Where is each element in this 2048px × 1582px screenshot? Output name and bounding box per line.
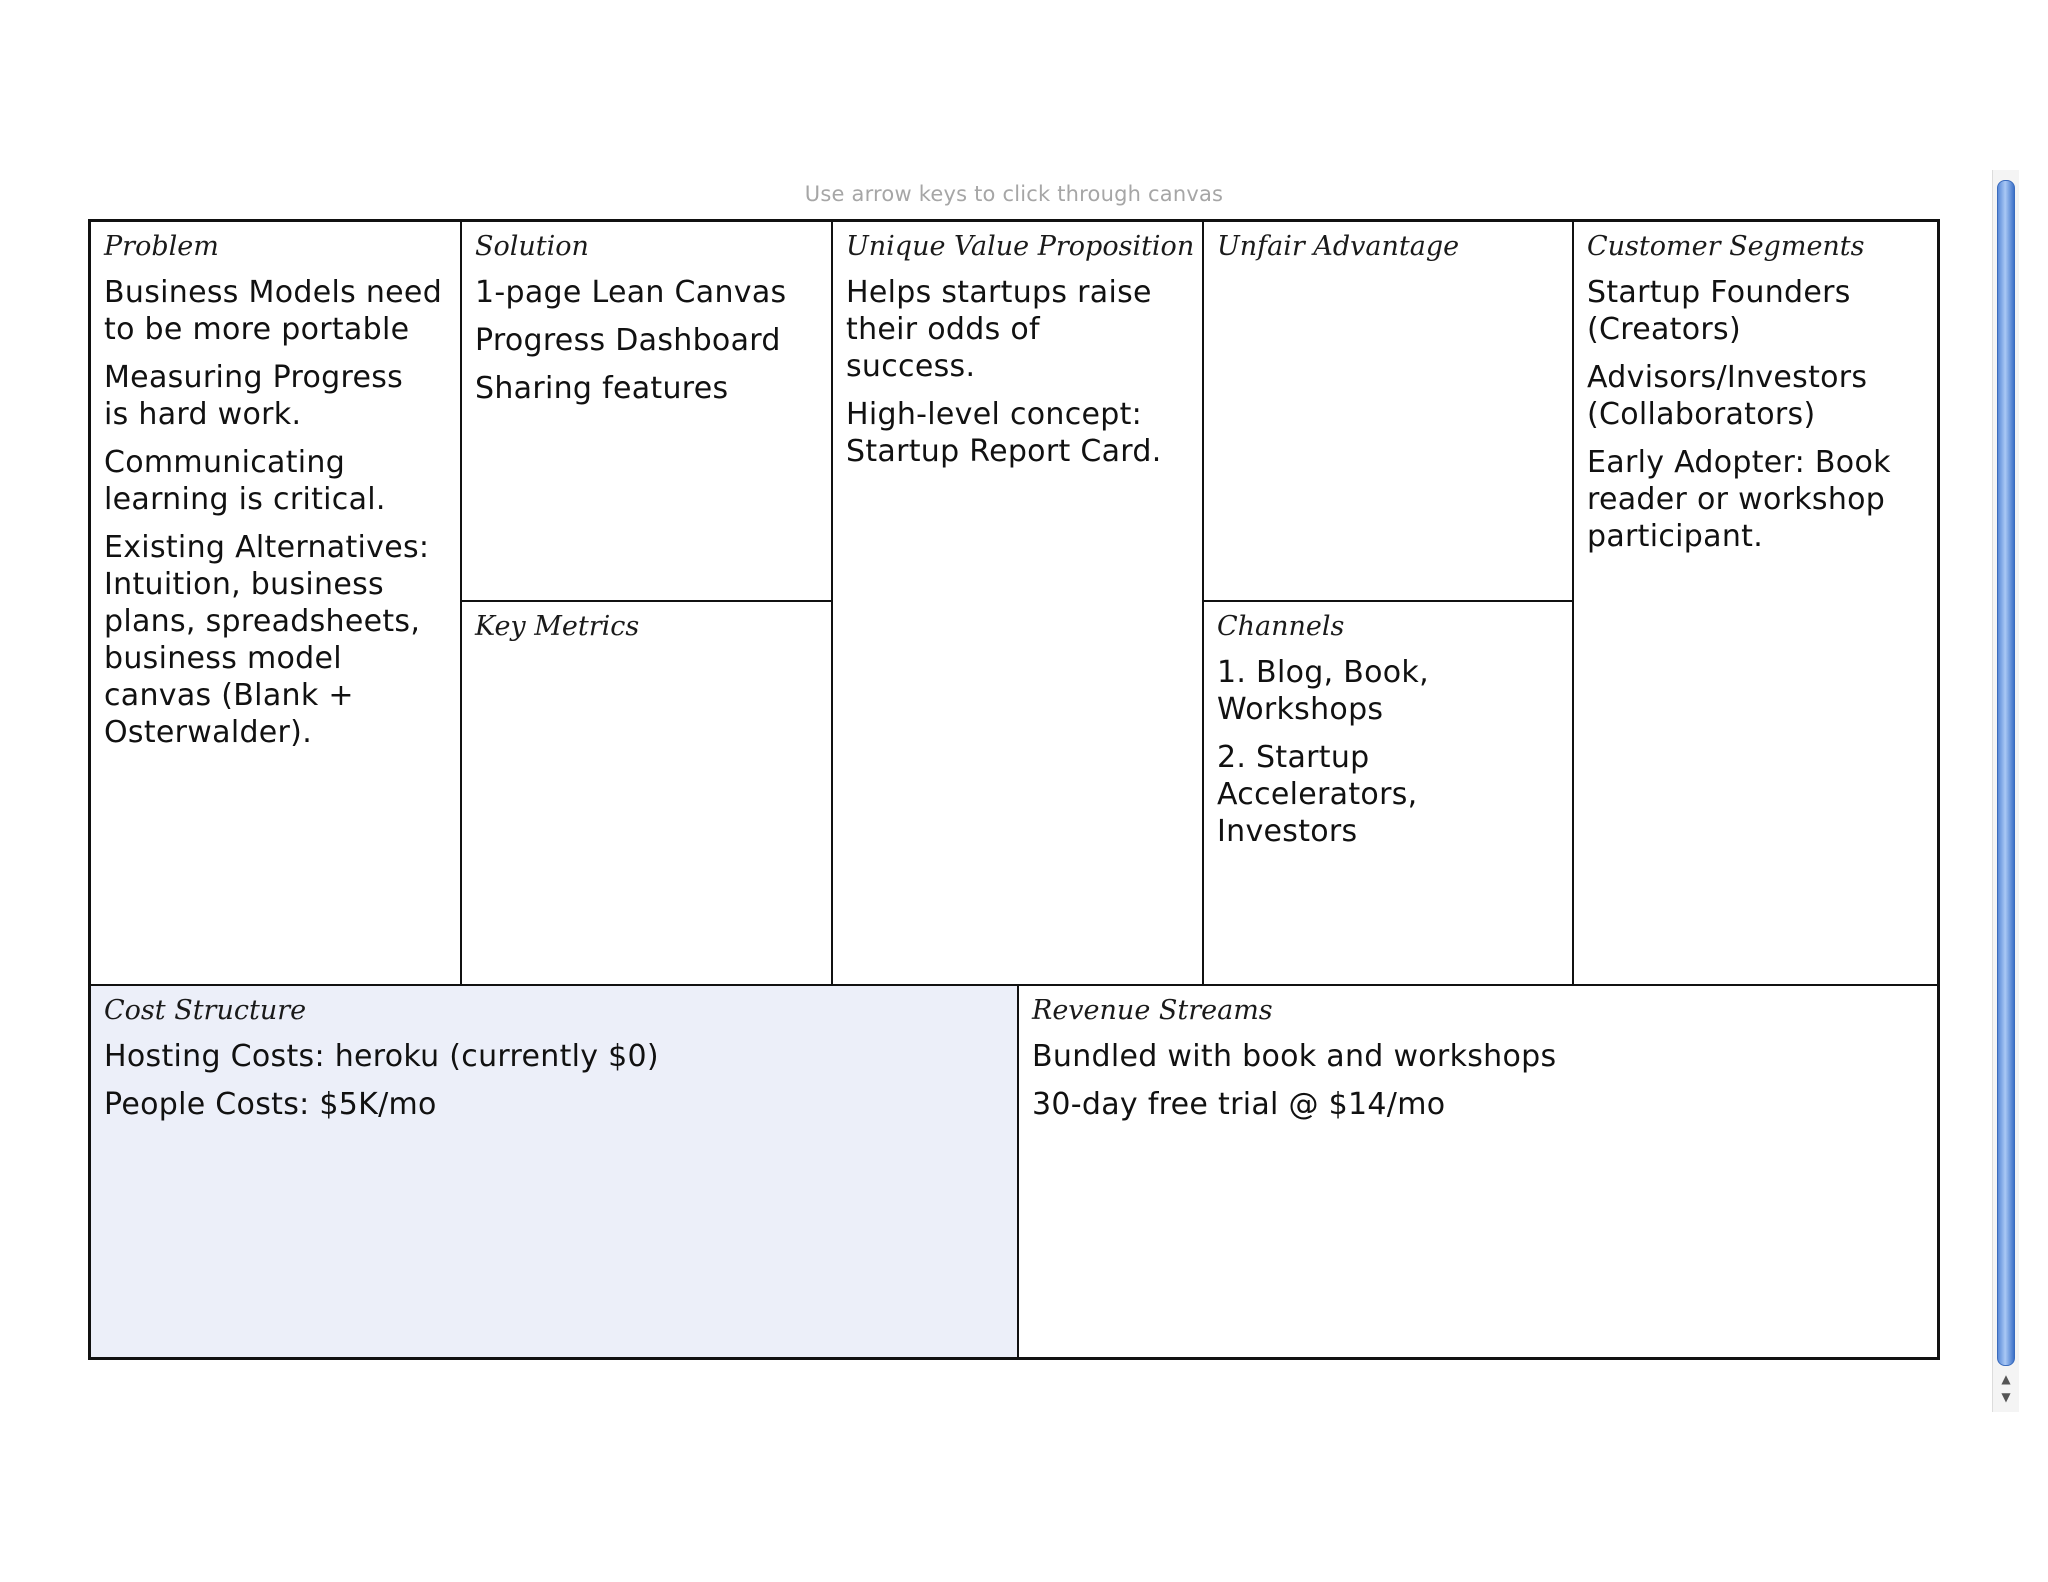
problem-item: Business Models need to be more portable (104, 275, 443, 347)
channels-item: 2. Startup Accelerators, Investors (1217, 740, 1418, 849)
solution-item: Sharing features (475, 371, 729, 406)
solution-item: 1-page Lean Canvas (475, 275, 787, 310)
customer-segments-cell[interactable] (1574, 222, 1937, 984)
channels-title: Channels (1217, 611, 1345, 642)
unfair-advantage-cell[interactable] (1204, 222, 1572, 600)
solution-title: Solution (475, 231, 589, 262)
revenue-streams-cell[interactable] (1019, 986, 1937, 1357)
channels-cell[interactable] (1204, 602, 1572, 984)
solution-item: Progress Dashboard (475, 323, 781, 358)
problem-item: Communicating learning is critical. (104, 445, 386, 517)
cost-structure-cell[interactable] (91, 986, 1017, 1357)
revenue-streams-title: Revenue Streams (1032, 995, 1273, 1026)
cost-structure-item: People Costs: $5K/mo (104, 1087, 437, 1122)
revenue-streams-item: Bundled with book and workshops (1032, 1039, 1557, 1074)
canvas-hint: Use arrow keys to click through canvas (804, 182, 1224, 206)
lean-canvas (88, 219, 1940, 1360)
cost-structure-item: Hosting Costs: heroku (currently $0) (104, 1039, 659, 1074)
customer-segments-title: Customer Segments (1587, 231, 1865, 262)
cost-structure-title: Cost Structure (104, 995, 307, 1026)
vertical-scrollbar[interactable] (1992, 170, 2019, 1412)
problem-item: Existing Alternatives: Intuition, business plans, spreadsheets, business model canvas (Blank + Osterwalder). (104, 530, 430, 750)
uvp-item: High-level concept: Startup Report Card. (846, 397, 1162, 469)
revenue-streams-item: 30-day free trial @ $14/mo (1032, 1087, 1446, 1122)
customer-segments-item: Advisors/Investors (Collaborators) (1587, 360, 1868, 432)
customer-segments-item: Early Adopter: Book reader or workshop participant. (1587, 445, 1891, 554)
key-metrics-title: Key Metrics (475, 611, 640, 642)
customer-segments-item: Startup Founders (Creators) (1587, 275, 1851, 347)
scroll-up-icon[interactable]: ▲ (2001, 1372, 2011, 1386)
problem-title: Problem (104, 231, 219, 262)
problem-item: Measuring Progress is hard work. (104, 360, 404, 432)
uvp-cell[interactable] (833, 222, 1202, 984)
unfair-advantage-title: Unfair Advantage (1217, 231, 1460, 262)
uvp-title: Unique Value Proposition (846, 231, 1195, 262)
scroll-thumb[interactable] (1997, 180, 2015, 1366)
scroll-down-icon[interactable]: ▼ (2001, 1390, 2011, 1404)
solution-cell[interactable] (462, 222, 831, 600)
problem-cell[interactable] (91, 222, 460, 984)
channels-item: 1. Blog, Book, Workshops (1217, 655, 1429, 727)
uvp-item: Helps startups raise their odds of success. (846, 275, 1152, 384)
key-metrics-cell[interactable] (462, 602, 831, 984)
